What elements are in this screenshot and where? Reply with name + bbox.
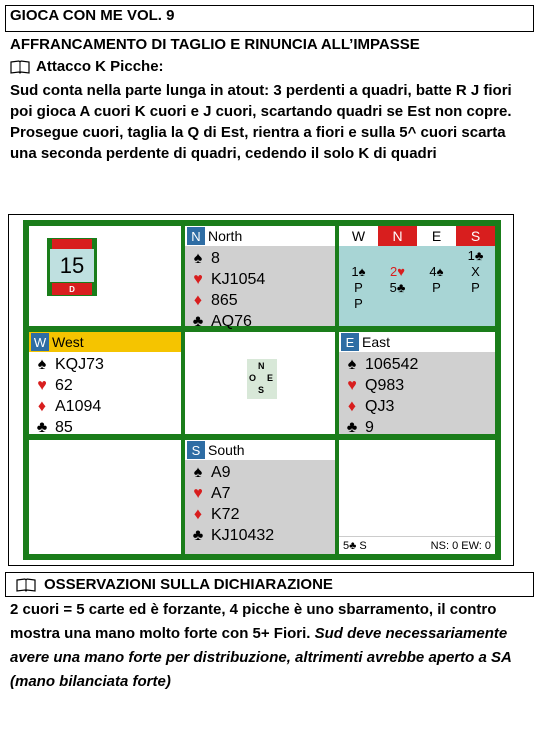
observations-italic: Sud deve necessariamente avere una mano forte per distribuzione, altrimenti avrebbe aperto a SA (mano bilanciata forte) — [10, 625, 512, 690]
bid: 2♥ — [390, 264, 405, 279]
bid: P — [471, 280, 480, 295]
bid: X — [471, 264, 480, 279]
hand-south — [185, 440, 335, 554]
spade-icon: ♠ — [193, 464, 203, 481]
bridge-table — [23, 220, 501, 560]
bidding-header — [339, 226, 495, 246]
compass-icon: N O E S — [247, 359, 277, 399]
hand-east — [339, 332, 495, 434]
south-spades: ♠ A9 — [191, 462, 329, 483]
bid: 1♠ — [351, 264, 366, 279]
bid — [339, 248, 378, 264]
score: NS: 0 EW: 0 — [430, 539, 491, 552]
bid: 5♣ — [389, 280, 406, 295]
observations-heading-box — [5, 572, 534, 597]
play-analysis: Sud conta nella parte lunga in atout: 3 perdenti a quadri, batte R J fiori poi gioca A cuori K cuori e J cuori, scartando quadri se Est non copre. Prosegue cuori, taglia la Q di Est, rientra a fiori e sulla 5^ cuori scarta una seconda perdente di quadri, cedendo il solo K di quadri — [10, 82, 512, 162]
north-label: North — [208, 228, 243, 244]
bid — [417, 296, 456, 312]
opening-lead-text: Attacco K Picche: — [36, 58, 164, 75]
west-spades: ♠ KQJ73 — [35, 354, 175, 375]
deal-subtitle: AFFRANCAMENTO DI TAGLIO E RINUNCIA ALL’IMPASSE — [10, 36, 420, 53]
bid-head-south: S — [456, 226, 495, 246]
bid — [378, 296, 417, 312]
heart-icon: ♥ — [193, 271, 203, 288]
spade-icon: ♠ — [347, 356, 357, 373]
south-hearts: ♥ A7 — [191, 483, 329, 504]
south-diamonds: ♦ K72 — [191, 504, 329, 525]
bid: P — [354, 296, 363, 311]
spade-icon: ♠ — [37, 356, 47, 373]
west-tag: W — [31, 333, 49, 351]
dealer-label: D — [52, 283, 92, 295]
west-clubs: ♣ 85 — [36, 419, 73, 436]
east-tag: E — [341, 333, 359, 351]
spade-icon: ♠ — [193, 250, 203, 267]
final-contract: 5♣ S — [343, 539, 367, 552]
empty-cell — [29, 440, 181, 554]
bid: P — [432, 280, 441, 295]
east-clubs: ♣ 9 — [346, 419, 374, 436]
club-icon: ♣ — [36, 419, 48, 436]
east-hearts: ♥ Q983 — [345, 375, 489, 396]
observations-plain: 2 cuori = 5 carte ed è forzante, 4 picche è uno sbarramento, il contro mostra una mano molto forte con 5+ Fiori. — [10, 601, 497, 642]
north-clubs: ♣ AQ76 — [192, 313, 252, 330]
west-diamonds: ♦ A1094 — [35, 396, 175, 417]
diamond-icon: ♦ — [347, 398, 357, 415]
board-number: 15 — [50, 249, 94, 282]
north-hearts: ♥ KJ1054 — [191, 269, 329, 290]
bid: P — [354, 280, 363, 295]
east-diamonds: ♦ QJ3 — [345, 396, 489, 417]
hand-north — [185, 226, 335, 330]
west-label: West — [52, 334, 84, 350]
bidding-sequence — [339, 248, 495, 312]
heart-icon: ♥ — [193, 485, 203, 502]
bidding-box — [339, 226, 495, 326]
bid — [456, 296, 495, 312]
book-icon — [16, 578, 36, 592]
opening-lead — [10, 58, 164, 75]
club-icon: ♣ — [346, 419, 358, 436]
west-hearts: ♥ 62 — [35, 375, 175, 396]
heart-icon: ♥ — [37, 377, 47, 394]
bid — [417, 248, 456, 264]
page-title: GIOCA CON ME VOL. 9 — [10, 7, 175, 24]
board-number-card — [47, 238, 97, 296]
bid: 4♠ — [429, 264, 444, 279]
north-spades: ♠ 8 — [191, 248, 329, 269]
bid: 1♣ — [467, 248, 484, 263]
heart-icon: ♥ — [347, 377, 357, 394]
north-diamonds: ♦ 865 — [191, 290, 329, 311]
bid-head-north: N — [378, 226, 417, 246]
east-label: East — [362, 334, 391, 350]
south-tag: S — [187, 441, 205, 459]
east-spades: ♠ 106542 — [345, 354, 489, 375]
south-label: South — [208, 442, 245, 458]
bridge-diagram — [8, 214, 514, 566]
club-icon: ♣ — [192, 313, 204, 330]
club-icon: ♣ — [192, 527, 204, 544]
compass-cell — [185, 332, 335, 434]
result-footer — [339, 536, 495, 554]
diamond-icon: ♦ — [37, 398, 47, 415]
observations-heading: OSSERVAZIONI SULLA DICHIARAZIONE — [44, 576, 333, 593]
north-tag: N — [187, 227, 205, 245]
board-cell — [29, 226, 181, 326]
south-clubs: ♣ KJ10432 — [192, 527, 275, 544]
bid — [378, 248, 417, 264]
observations-text — [10, 598, 532, 694]
book-icon — [10, 60, 30, 74]
result-cell — [339, 440, 495, 554]
hand-west — [29, 332, 181, 434]
bid-head-east: E — [417, 226, 456, 246]
diamond-icon: ♦ — [193, 506, 203, 523]
diamond-icon: ♦ — [193, 292, 203, 309]
bid-head-west: W — [339, 226, 378, 246]
